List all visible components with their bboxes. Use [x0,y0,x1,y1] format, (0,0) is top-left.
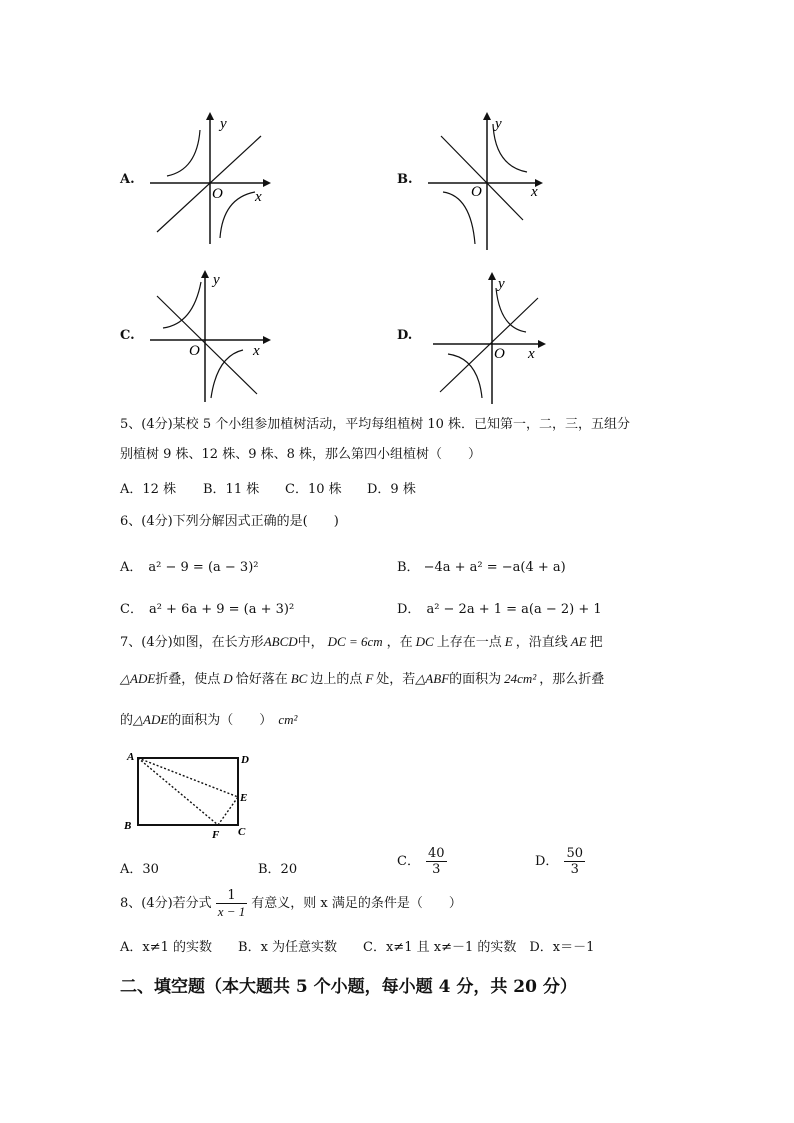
q7-rectangle-figure [118,745,258,845]
q5-line2: 别植树 9 株、12 株、9 株、8 株，那么第四小组植树（ ） [120,447,482,462]
q5-option-d: D．9 株 [367,482,416,497]
point-b: B [124,820,132,832]
q8-stem: 8、(4分)若分式 $\frac{1}{x - 1}$ 有意义，则 x 满足的条件是（ ） [120,888,462,919]
section2-title: 二、填空题（本大题共 5 个小题，每小题 4 分，共 20 分） [120,977,577,997]
y-axis-label: y [220,116,227,132]
point-d: D [241,754,249,766]
option-b-label: B. [397,172,413,187]
graph-option-d [428,268,558,408]
svg-text:O: O [494,346,505,362]
q7-option-d: D． $\frac{50}{3}$ [535,846,583,877]
point-e: E [240,792,248,804]
q6-option-b: B． −4a + a² = −a(4 + a) [397,560,566,575]
q6-option-a: A． a² − 9 = (a − 3)² [120,560,259,575]
svg-text:y: y [213,272,220,288]
q5-option-c: C．10 株 [285,482,342,497]
x-axis-label: x [255,189,262,205]
svg-text:O: O [189,343,200,359]
graph-option-a [145,108,275,248]
svg-text:y: y [495,116,502,132]
svg-text:x: x [531,184,538,200]
svg-text:O: O [471,184,482,200]
option-c-label: C. [120,328,135,343]
graph-option-b [423,108,553,253]
q5-option-a: A．12 株 [120,482,177,497]
origin-label: O [212,186,223,202]
q7-option-c: C． $\frac{40}{3}$ [397,846,445,877]
q7-line2: △ADE折叠，使点 D 恰好落在 BC 边上的点 F 处，若△ABF的面积为 24cm² ，那么折叠 [120,671,605,687]
q5-option-b: B．11 株 [203,482,260,497]
svg-text:x: x [253,343,260,359]
option-a-label: A. [120,172,135,187]
q6-option-d: D． a² − 2a + 1 = a(a − 2) + 1 [397,602,602,617]
svg-text:x: x [528,346,535,362]
q6-option-c: C． a² + 6a + 9 = (a + 3)² [120,602,295,617]
q5-line1: 5、(4分)某校 5 个小组参加植树活动，平均每组植树 10 株．已知第一，二，三，五组分 [120,417,631,432]
point-f: F [212,829,220,841]
q7-line1: 7、(4分)如图，在长方形ABCD中， DC = 6cm ，在 DC 上存在一点 E ，沿直线 AE 把 [120,634,603,650]
q8-options: A．x≠1 的实数 B．x 为任意实数 C．x≠1 且 x≠－1 的实数 D．x＝－1 [120,940,595,955]
svg-text:y: y [498,276,505,292]
point-a: A [127,751,135,763]
graph-option-c [145,266,275,406]
q7-option-b: B．20 [258,862,298,877]
option-d-label: D. [397,328,413,343]
q7-option-a: A．30 [120,862,159,877]
q6-stem: 6、(4分)下列分解因式正确的是( ) [120,514,339,529]
q7-line3: 的△ADE的面积为（ ） cm² [120,712,298,728]
point-c: C [238,826,246,838]
